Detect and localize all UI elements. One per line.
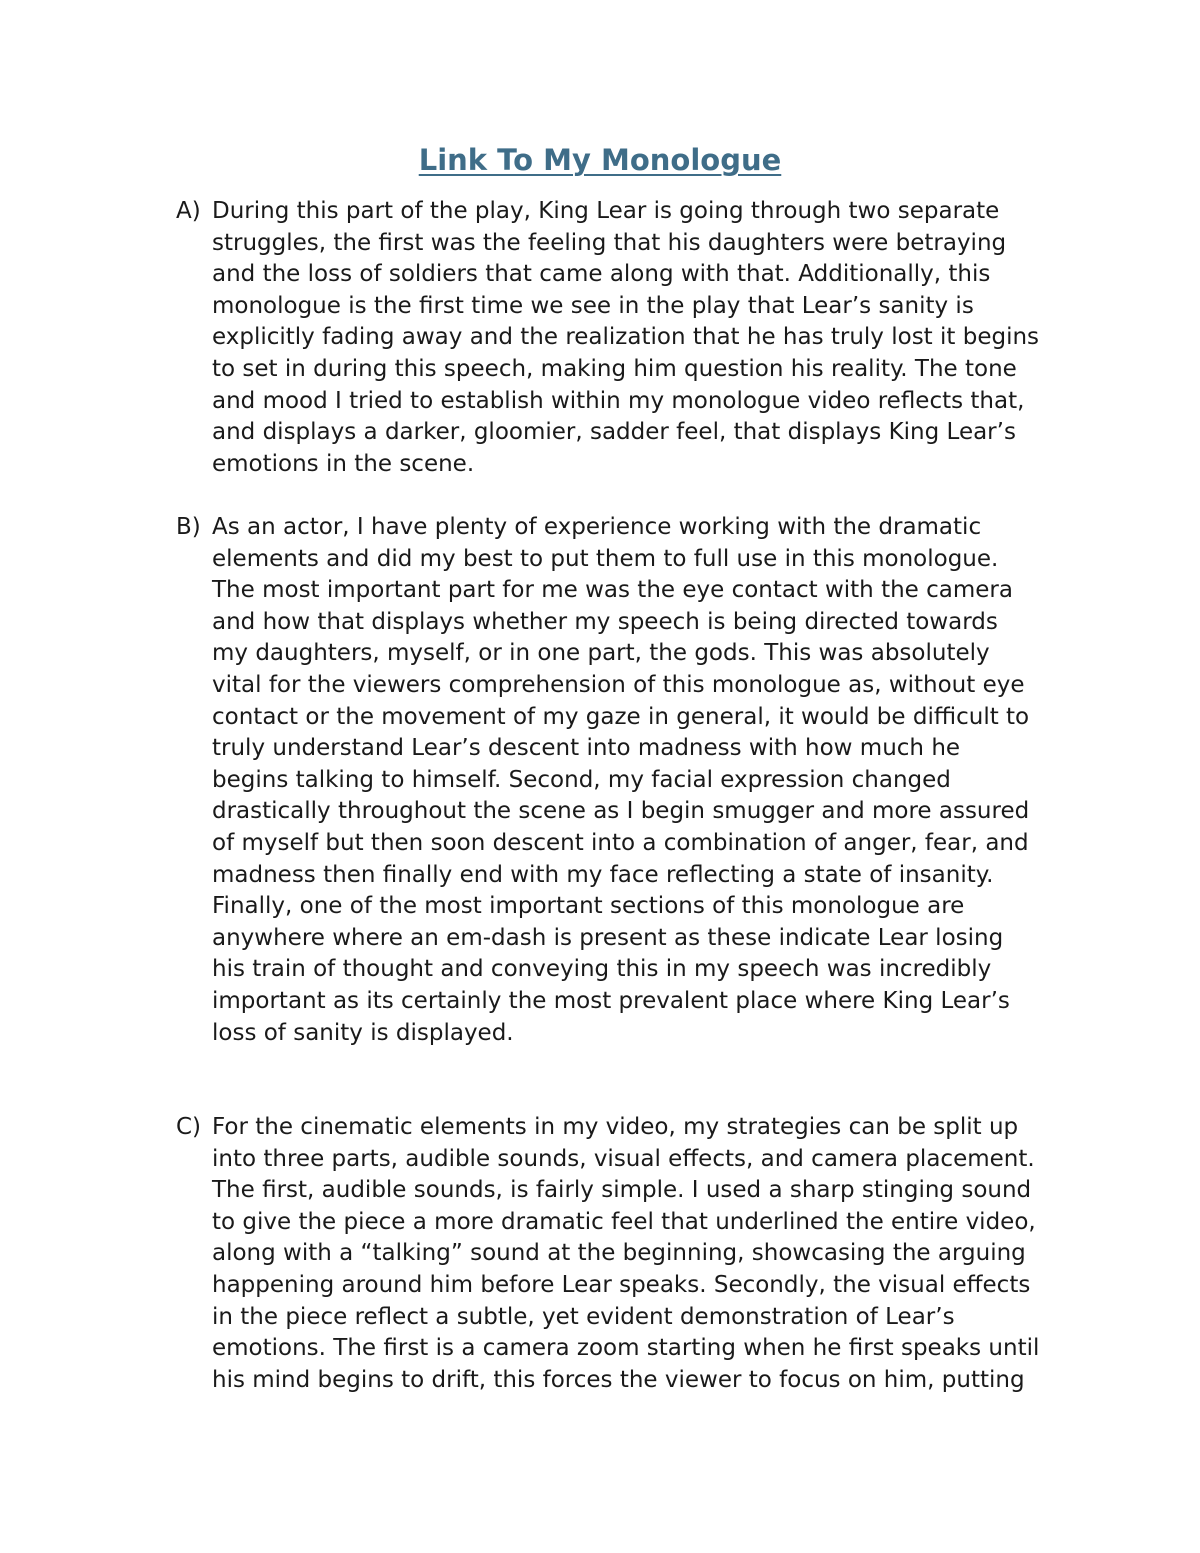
list-marker: A) — [176, 198, 201, 224]
list-item-c — [176, 1112, 1076, 1396]
list-item-b — [176, 512, 1076, 1049]
monologue-link-title[interactable]: Link To My Monologue — [418, 143, 782, 177]
list-item-a — [176, 196, 1076, 480]
list-item-text: For the cinematic elements in my video, my strategies can be split up into three parts, audible sounds, visual effects, and camera placement. The first, audible sounds, is fairly simple. I used a sharp stinging sound to give the piece a more dramatic feel that underlined the entire video, along with a “talking” sound at the beginning, showcasing the arguing happening around him before Lear speaks. Secondly, the visual effects in the piece reflect a subtle, yet evident demonstration of Lear’s emotions. The first is a camera zoom starting when he first speaks until his mind begins to drift, this forces the viewer to focus on him, putting — [212, 1114, 1040, 1393]
list-marker: B) — [176, 514, 201, 540]
list-item-text: During this part of the play, King Lear is going through two separate struggles, the first was the feeling that his daughters were betraying and the loss of soldiers that came along with that. Additionally, this monologue is the first time we see in the play that Lear’s sanity is explicitly fading away and the realization that he has truly lost it begins to set in during this speech, making him question his reality. The tone and mood I tried to establish within my monologue video reflects that, and displays a darker, gloomier, sadder feel, that displays King Lear’s emotions in the scene. — [212, 198, 1040, 477]
list-marker: C) — [176, 1114, 202, 1140]
list-item-text: As an actor, I have plenty of experience working with the dramatic elements and did my best to put them to full use in this monologue. The most important part for me was the eye contact with the camera and how that displays whether my speech is being directed towards my daughters, myself, or in one part, the gods. This was absolutely vital for the viewers comprehension of this monologue as, without eye contact or the movement of my gaze in general, it would be difficult to truly understand Lear’s descent into madness with how much he begins talking to himself. Second, my facial expression changed drastically throughout the scene as I begin smugger and more assured of myself but then soon descent into a combination of anger, fear, and madness then finally end with my face reflecting a state of insanity. Finally, one of the most important sections of this monologue are anywhere where an em-dash is present as these indicate Lear losing his train of thought and conveying this in my speech was incredibly important as its certainly the most prevalent place where King Lear’s loss of sanity is displayed. — [212, 514, 1030, 1046]
